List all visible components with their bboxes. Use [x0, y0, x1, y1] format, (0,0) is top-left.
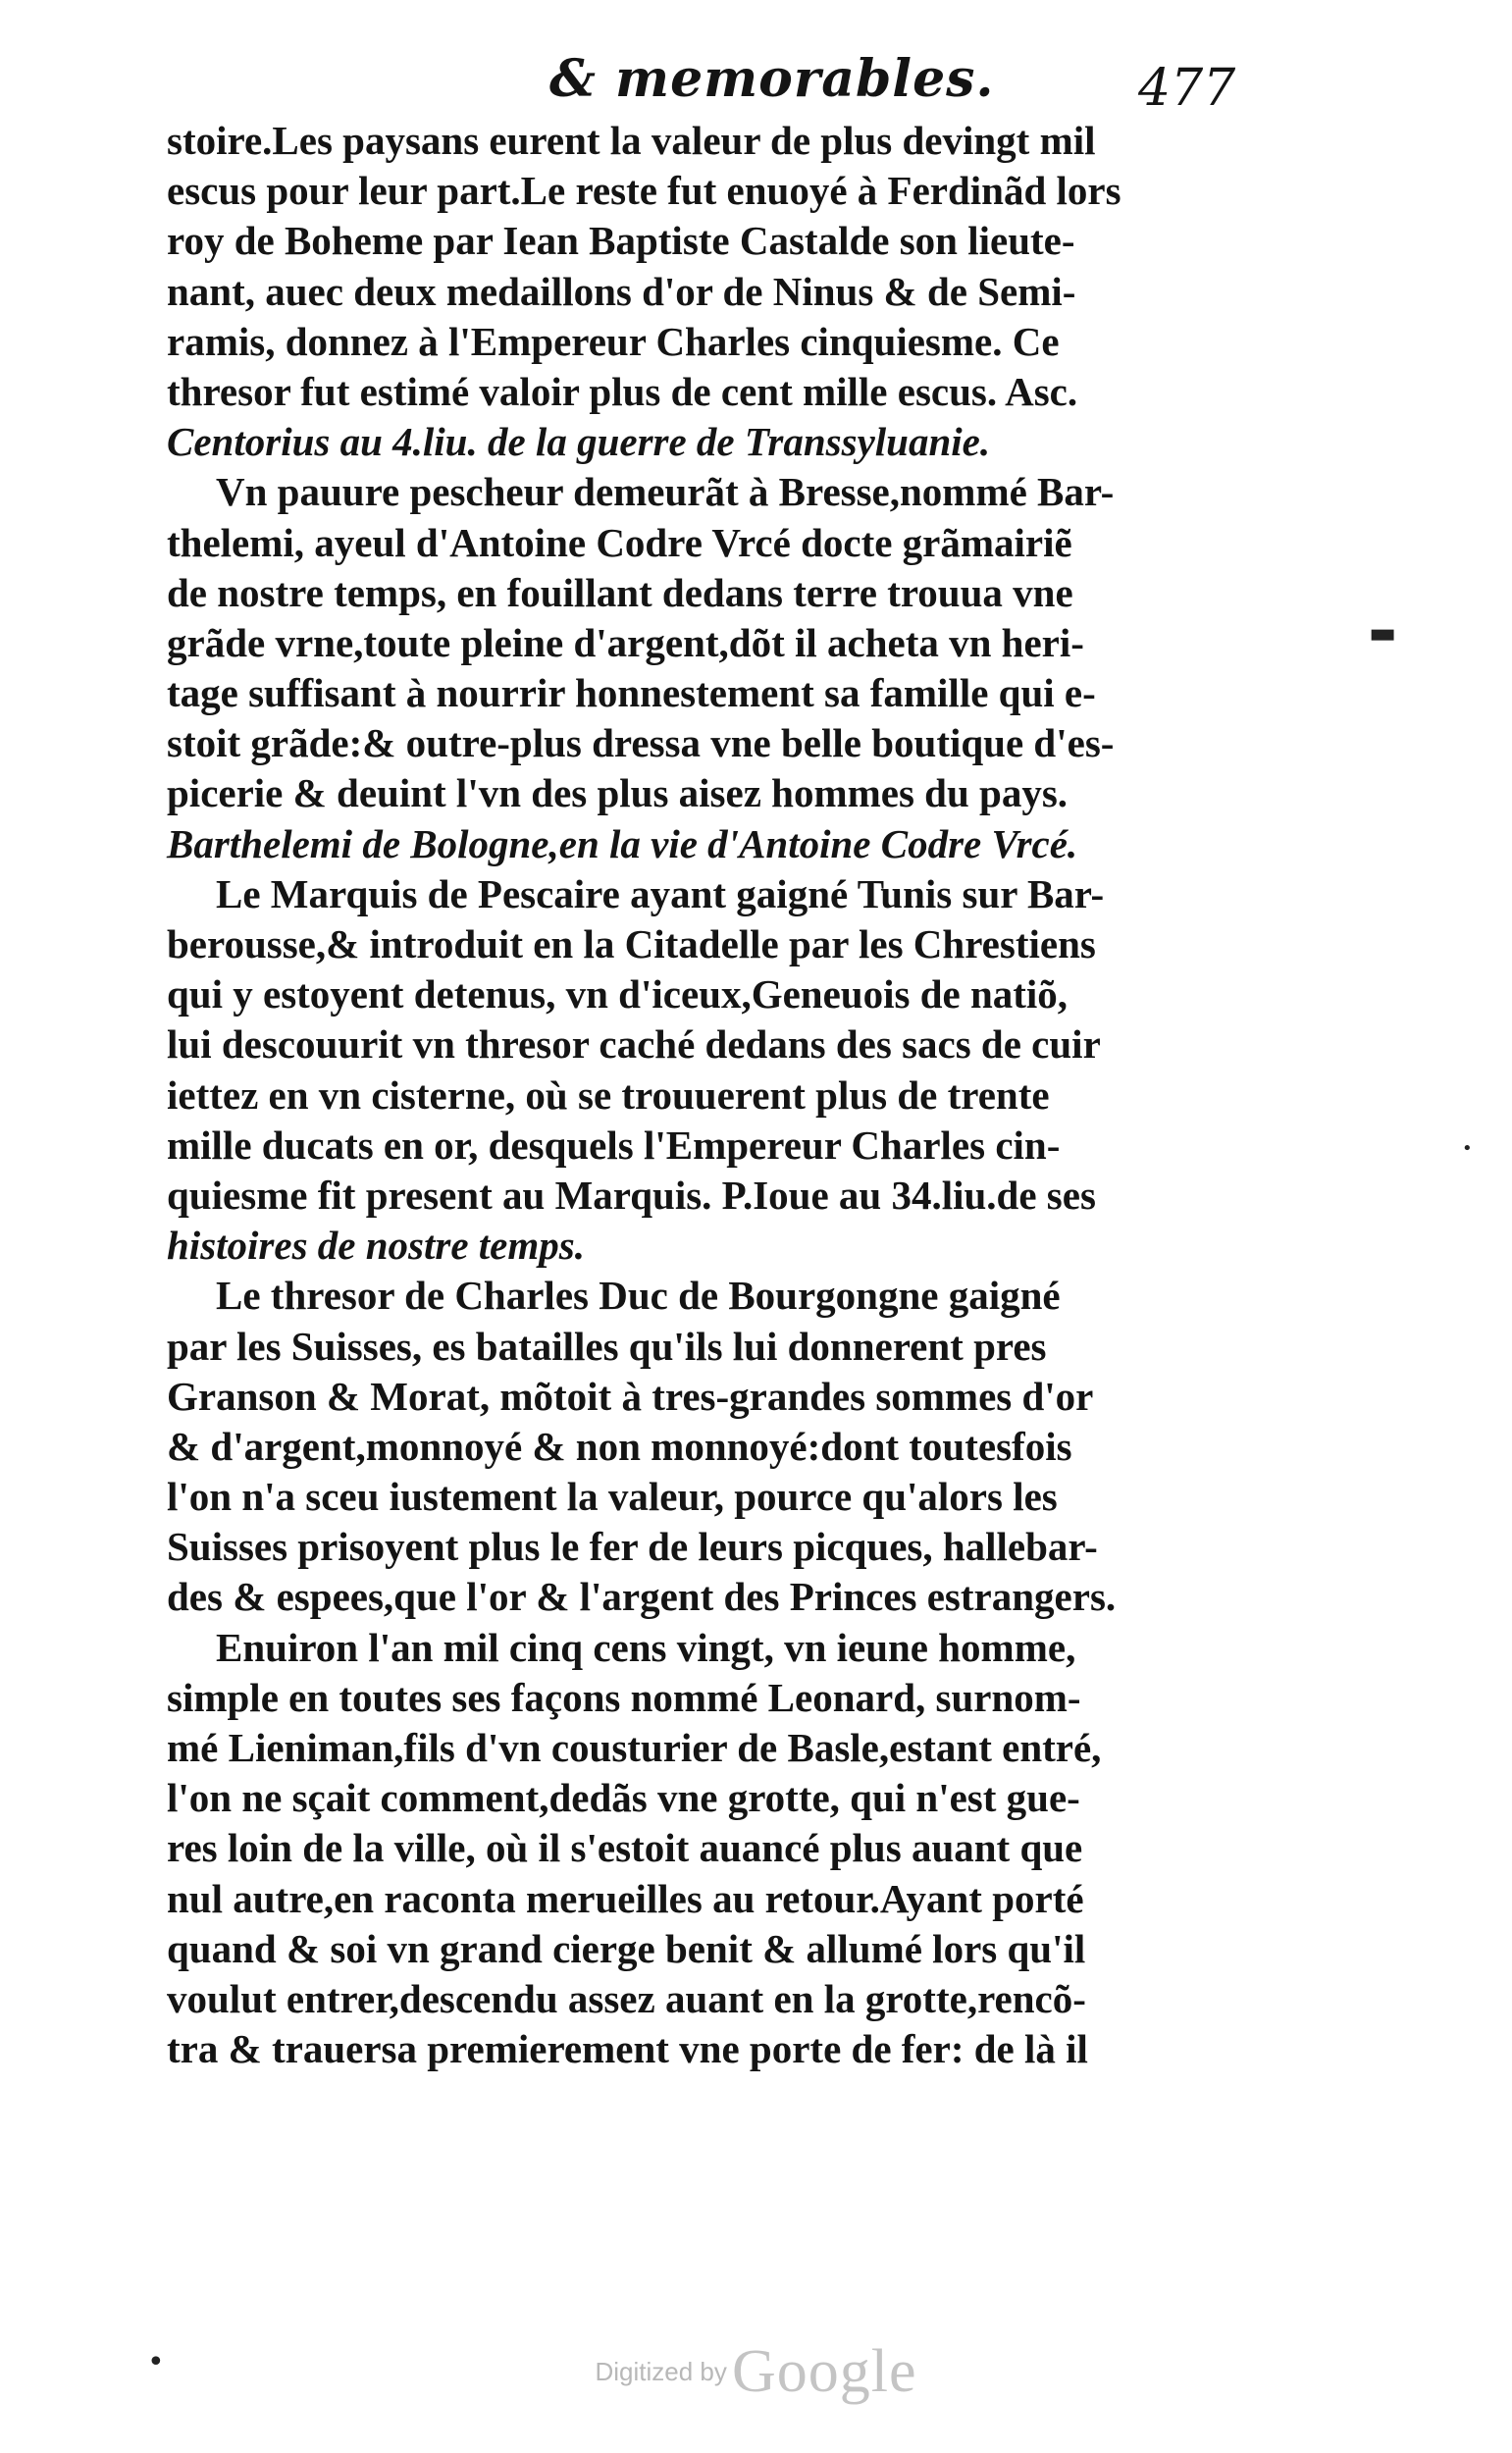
digitized-by-label: Digitized by [595, 2357, 727, 2386]
text-line: par les Suisses, es batailles qu'ils lui donnerent pres [167, 1323, 1047, 1369]
scan-speck: ▬ [1369, 616, 1397, 651]
text-line: nul autre,en raconta merueilles au retour.Ayant porté [167, 1875, 1084, 1921]
text-line: simple en toutes ses façons nommé Leonard, surnom- [167, 1674, 1081, 1720]
text-line: Suisses prisoyent plus le fer de leurs picques, hallebar- [167, 1524, 1098, 1570]
text-line: de nostre temps, en fouillant dedans terre trouua vne [167, 569, 1073, 615]
text-line: ramis, donnez à l'Empereur Charles cinquiesme. Ce [167, 318, 1060, 364]
scan-speck: • [147, 2345, 165, 2379]
text-line: tra & trauersa premierement vne porte de fer: de là il [167, 2026, 1088, 2072]
text-line: voulut entrer,descendu assez auant en la grotte,rencõ- [167, 1975, 1086, 2021]
text-line: thelemi, ayeul d'Antoine Codre Vrcé docte grãmairiẽ [167, 519, 1072, 565]
text-line: l'on ne sçait comment,dedãs vne grotte, qui n'est gue- [167, 1775, 1080, 1821]
text-line: Le thresor de Charles Duc de Bourgongne gaigné [216, 1273, 1061, 1319]
text-line: stoire.Les paysans eurent la valeur de plus devingt mil [167, 118, 1096, 163]
text-line: mé Lieniman,fils d'vn cousturier de Basle,estant entré, [167, 1725, 1102, 1770]
digitized-by-watermark [0, 2337, 1512, 2407]
text-line: lui descouurit vn thresor caché dedans des sacs de cuir [167, 1021, 1101, 1068]
text-line: picerie & deuint l'vn des plus aisez hommes du pays. [167, 770, 1069, 816]
text-line: thresor fut estimé valoir plus de cent mille escus. Asc. [167, 368, 1078, 414]
text-line: Enuiron l'an mil cinq cens vingt, vn ieune homme, [216, 1624, 1076, 1670]
scan-speck: • [1462, 1138, 1473, 1159]
citation-line: Barthelemi de Bologne,en la vie d'Antoine Codre Vrcé. [167, 820, 1078, 866]
text-line: quiesme fit present au Marquis. P.Ioue au 34.liu.de ses [167, 1172, 1096, 1218]
text-line: tage suffisant à nourrir honnestement sa famille qui e- [167, 670, 1096, 716]
text-line: iettez en vn cisterne, où se trouuerent plus de trente [167, 1071, 1050, 1118]
text-line: Le Marquis de Pescaire ayant gaigné Tunis sur Bar- [216, 870, 1105, 916]
page-number: 477 [1138, 59, 1236, 118]
text-line: stoit grãde:& outre-plus dressa vne belle boutique d'es- [167, 720, 1115, 766]
body-text [167, 116, 1256, 2074]
text-line: escus pour leur part.Le reste fut enuoyé à Ferdinãd lors [167, 168, 1121, 214]
text-line: res loin de la ville, où il s'estoit auancé plus auant que [167, 1825, 1083, 1871]
text-line: berousse,& introduit en la Citadelle par les Chrestiens [167, 921, 1096, 966]
text-line: Granson & Morat, mõtoit à tres-grandes sommes d'or [167, 1373, 1094, 1419]
text-line: roy de Boheme par Iean Baptiste Castalde son lieute- [167, 218, 1075, 264]
text-line: grãde vrne,toute pleine d'argent,dõt il acheta vn heri- [167, 619, 1084, 665]
text-line: des & espees,que l'or & l'argent des Princes estrangers. [167, 1574, 1117, 1620]
citation-line: histoires de nostre temps. [167, 1223, 585, 1269]
google-logo: Google [731, 2338, 917, 2405]
text-line: nant, auec deux medaillons d'or de Ninus & de Semi- [167, 268, 1076, 314]
text-line: & d'argent,monnoyé & non monnoyé:dont toutesfois [167, 1423, 1072, 1469]
text-line: quand & soi vn grand cierge benit & allumé lors qu'il [167, 1925, 1086, 1971]
text-line: l'on n'a sceu iustement la valeur, pource qu'alors les [167, 1474, 1058, 1520]
text-line: mille ducats en or, desquels l'Empereur Charles cin- [167, 1122, 1061, 1168]
citation-line: Centorius au 4.liu. de la guerre de Transsyluanie. [167, 419, 991, 465]
running-title: & memorables. [549, 49, 995, 109]
text-line: Vn pauure pescheur demeurãt à Bresse,nommé Bar- [216, 469, 1115, 515]
text-line: qui y estoyent detenus, vn d'iceux,Geneuois de natiõ, [167, 971, 1069, 1018]
